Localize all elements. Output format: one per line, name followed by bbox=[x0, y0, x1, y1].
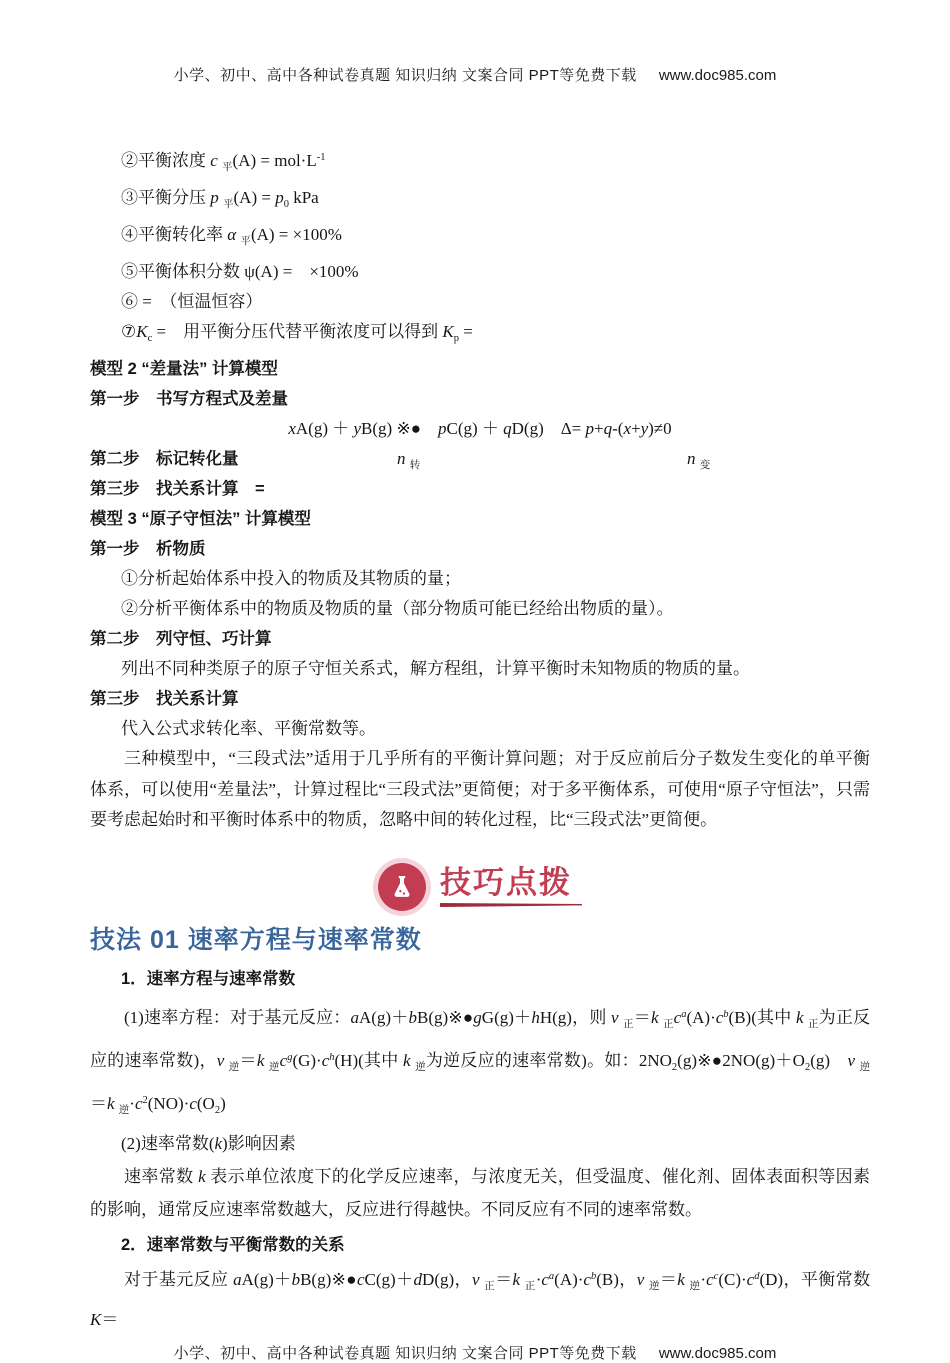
model2-step1-heading: 第一步 书写方程式及差量 bbox=[90, 390, 288, 408]
tips-badge bbox=[90, 856, 870, 918]
model2-step2-heading: 第二步 标记转化量 bbox=[90, 450, 239, 468]
reaction-equation: xA(g) ＋ yB(g) ※● pC(g) ＋ qD(g) Δ= p+q-(x+y)≠0 bbox=[288, 419, 672, 438]
technique-section-title: 技法 01 速率方程与速率常数 bbox=[90, 925, 422, 954]
rate-constant-factors-heading: (2)速率常数(k)影响因素 bbox=[121, 1133, 296, 1153]
footer-url: www.doc985.com bbox=[658, 1344, 777, 1362]
model3-heading: 模型 3 “原子守恒法” 计算模型 bbox=[90, 510, 311, 528]
formula-line-5: ⑤平衡体积分数 ψ(A) = ×100% bbox=[121, 262, 359, 281]
model2-step3-heading: 第三步 找关系计算 = bbox=[90, 480, 265, 498]
model3-step3-text: 代入公式求转化率、平衡常数等。 bbox=[121, 719, 376, 738]
model2-heading: 模型 2 “差量法” 计算模型 bbox=[90, 360, 278, 378]
n-changed-symbol: n $_变$ bbox=[687, 449, 711, 471]
document-body bbox=[0, 143, 950, 1336]
model2-step2-row bbox=[90, 444, 870, 474]
tips-badge-label: 技巧点拨 bbox=[440, 865, 572, 900]
model3-step3-heading: 第三步 找关系计算 bbox=[90, 690, 239, 708]
rate-constant-paragraph: 速率常数 k 表示单位浓度下的化学反应速率，与浓度无关，但受温度、催化剂、固体表面积等因素的影响，通常反应速率常数越大，反应进行得越快。不同反应有不同的速率常数。 bbox=[90, 1166, 871, 1219]
formula-line-4: ④平衡转化率 α $_平$(A) = ×100% bbox=[121, 225, 342, 247]
formula-line-7: $⑦K_c$ = 用平衡分压代替平衡浓度可以得到 $K_p$ = bbox=[121, 322, 473, 344]
equilibrium-relation-paragraph: 对于基元反应 aA(g)＋bB(g)※●cC(g)＋dD(g)，v $_正$＝k $_正\cdot c^a(A)\cdot c^b(B)$，v $_逆$＝k $_逆\cdot c^c(C)\cdot c^d(D)$，平衡常数 K＝ bbox=[90, 1269, 871, 1329]
header-text: 小学、初中、高中各种试卷真题 知识归纳 文案合同 PPT等免费下载 bbox=[173, 67, 637, 84]
model3-step2-text: 列出不同种类原子的原子守恒关系式，解方程组，计算平衡时未知物质的物质的量。 bbox=[121, 659, 750, 678]
page-footer bbox=[0, 1342, 950, 1363]
n-converted-symbol: n $_转$ bbox=[397, 449, 421, 471]
subsection1-heading: 1．速率方程与速率常数 bbox=[121, 969, 296, 988]
header-url: www.doc985.com bbox=[658, 67, 777, 84]
rate-equation-paragraph: (1)速率方程：对于基元反应：aA(g)＋bB(g)※●gG(g)＋hH(g)，则 v $_正$＝k $_正c^a(A)\cdot c^b(B)$(其中 k $_正$为正反应的速率常数)，v $_逆$＝k $_逆c^g(G)\cdot c^h(H)$(其中 k $_逆$为逆反应的速率常数)。如：$2NO_2(g)※●2NO(g)+O_2(g)$ v $_逆$＝k $_逆\cdot c^2(NO)\cdot c(O_2)$ bbox=[90, 1007, 871, 1116]
page-header bbox=[0, 0, 950, 85]
formula-line-6: ⑥ = （恒温恒容） bbox=[121, 292, 263, 311]
formula-line-2: ②平衡浓度 c $_平(A) = mol\cdot L^{-1}$ bbox=[121, 151, 326, 173]
footer-text: 小学、初中、高中各种试卷真题 知识归纳 文案合同 PPT等免费下载 bbox=[173, 1344, 637, 1362]
model3-step1-heading: 第一步 析物质 bbox=[90, 540, 206, 558]
models-summary-paragraph: 三种模型中，“三段式法”适用于几乎所有的平衡计算问题；对于反应前后分子数发生变化的单平衡体系，可以使用“差量法”，计算过程比“三段式法”更简便；对于多平衡体系，可使用“原子守恒法”，只需要考虑起始时和平衡时体系中的物质，忽略中间的转化过程，比“三段式法”更简便。 bbox=[90, 749, 870, 829]
model3-step1-item2: ②分析平衡体系中的物质及物质的量（部分物质可能已经给出物质的量）。 bbox=[121, 599, 674, 618]
flask-icon bbox=[378, 863, 426, 911]
tips-badge-text-wrap bbox=[440, 866, 582, 907]
subsection2-heading: 2．速率常数与平衡常数的关系 bbox=[121, 1235, 345, 1254]
model3-step2-heading: 第二步 列守恒、巧计算 bbox=[90, 630, 272, 648]
flask-icon-glyph bbox=[388, 873, 416, 901]
tips-badge-underline bbox=[440, 903, 582, 907]
formula-line-3: ③平衡分压 p $_平(A) = p_0$ kPa bbox=[121, 188, 319, 210]
model3-step1-item1: ①分析起始体系中投入的物质及其物质的量； bbox=[121, 569, 461, 588]
